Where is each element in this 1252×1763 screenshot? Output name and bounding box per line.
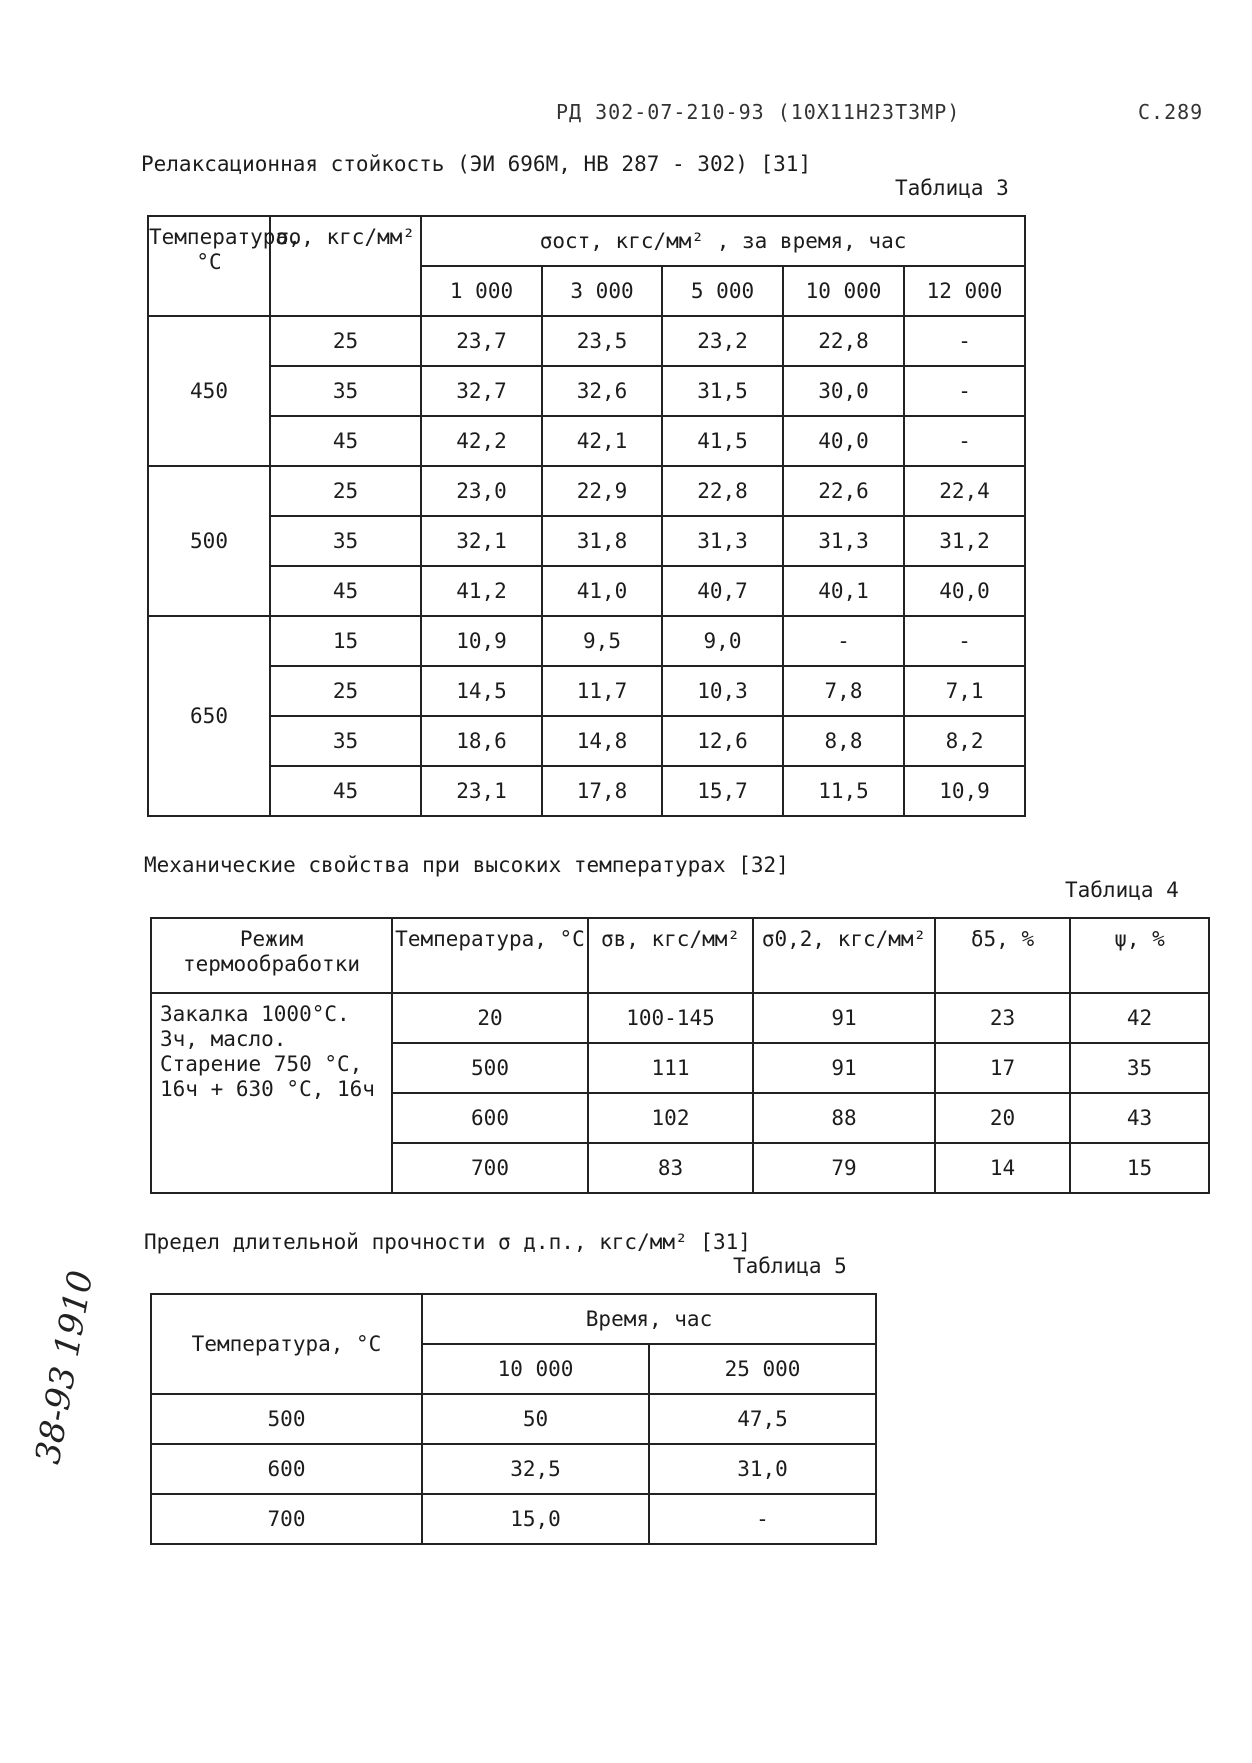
table-cell: - <box>904 366 1025 416</box>
table5-label: Таблица 5 <box>733 1254 847 1278</box>
table-row <box>148 666 1025 716</box>
table4-header-delta5: δ5, % <box>935 918 1070 993</box>
table-cell: 31,3 <box>662 516 783 566</box>
table-cell: 11,5 <box>783 766 904 816</box>
table-cell: 22,8 <box>662 466 783 516</box>
table-row <box>151 1394 876 1444</box>
table3-sigma0: 45 <box>270 416 421 466</box>
table-cell: 23,5 <box>542 316 662 366</box>
page-number: С.289 <box>1138 100 1204 124</box>
table-row <box>148 766 1025 816</box>
table-cell: 111 <box>588 1043 753 1093</box>
table-row <box>148 616 1025 666</box>
table-cell: 42,1 <box>542 416 662 466</box>
table-cell: 11,7 <box>542 666 662 716</box>
table-row <box>148 516 1025 566</box>
table-cell: 40,1 <box>783 566 904 616</box>
table-cell: 10,3 <box>662 666 783 716</box>
table5-header-time-value: 25 000 <box>649 1344 876 1394</box>
table3-sigma0: 35 <box>270 366 421 416</box>
table-cell: 88 <box>753 1093 935 1143</box>
table-cell: - <box>904 416 1025 466</box>
table3-sigma0: 25 <box>270 466 421 516</box>
table3-sigma0: 35 <box>270 516 421 566</box>
table-cell: 14 <box>935 1143 1070 1193</box>
table-cell: 18,6 <box>421 716 542 766</box>
table-cell: 41,2 <box>421 566 542 616</box>
table-cell: 15 <box>1070 1143 1209 1193</box>
table-row <box>148 566 1025 616</box>
table5-header-time-value: 10 000 <box>422 1344 649 1394</box>
table-cell: 9,0 <box>662 616 783 666</box>
table4-header-sigma-b: σв, кгс/мм² <box>588 918 753 993</box>
table-cell: - <box>904 316 1025 366</box>
table-cell: 600 <box>392 1093 588 1143</box>
table-row <box>151 1444 876 1494</box>
table3-title: Релаксационная стойкость (ЭИ 696М, НВ 287 - 302) [31] <box>141 152 812 176</box>
table-cell: 7,8 <box>783 666 904 716</box>
table4-title: Механические свойства при высоких температурах [32] <box>144 853 789 877</box>
table4-header-temperature: Температура, °С <box>392 918 588 993</box>
table3 <box>147 215 1026 817</box>
table-cell: 20 <box>935 1093 1070 1143</box>
table4-header-regime: Режим термообработки <box>151 918 392 993</box>
table-cell: 22,8 <box>783 316 904 366</box>
table-cell: 8,2 <box>904 716 1025 766</box>
table4-label: Таблица 4 <box>1065 878 1179 902</box>
table-cell: 22,4 <box>904 466 1025 516</box>
table-cell: 47,5 <box>649 1394 876 1444</box>
table-cell: 41,5 <box>662 416 783 466</box>
table-cell: 31,2 <box>904 516 1025 566</box>
table3-header-temperature: Температура, °С <box>148 216 270 316</box>
table-cell: 30,0 <box>783 366 904 416</box>
table-cell: 10,9 <box>904 766 1025 816</box>
table3-temperature: 450 <box>148 316 270 466</box>
table5-header-time: Время, час <box>422 1294 876 1344</box>
table-cell: 7,1 <box>904 666 1025 716</box>
table-cell: 32,6 <box>542 366 662 416</box>
table-cell: - <box>904 616 1025 666</box>
table-cell: 35 <box>1070 1043 1209 1093</box>
table-cell: 20 <box>392 993 588 1043</box>
table-cell: 40,0 <box>904 566 1025 616</box>
table-cell: 40,7 <box>662 566 783 616</box>
table-cell: 23,7 <box>421 316 542 366</box>
table3-sigma0: 25 <box>270 666 421 716</box>
table-cell: 15,0 <box>422 1494 649 1544</box>
table-cell: 700 <box>151 1494 422 1544</box>
table-row <box>148 416 1025 466</box>
table-cell: 91 <box>753 1043 935 1093</box>
table-cell: 102 <box>588 1093 753 1143</box>
table-cell: - <box>783 616 904 666</box>
table-cell: 9,5 <box>542 616 662 666</box>
table-cell: 32,7 <box>421 366 542 416</box>
table-cell: 23,0 <box>421 466 542 516</box>
table3-sigma0: 45 <box>270 766 421 816</box>
table-cell: 22,6 <box>783 466 904 516</box>
table-row <box>151 993 1209 1043</box>
table3-label: Таблица 3 <box>895 176 1009 200</box>
table-cell: 43 <box>1070 1093 1209 1143</box>
table-cell: 40,0 <box>783 416 904 466</box>
table-row <box>148 716 1025 766</box>
table-row <box>151 1494 876 1544</box>
table-cell: 23,1 <box>421 766 542 816</box>
table-cell: 17 <box>935 1043 1070 1093</box>
table-cell: 10,9 <box>421 616 542 666</box>
table-cell: 500 <box>392 1043 588 1093</box>
table-cell: 42 <box>1070 993 1209 1043</box>
table5-header-temperature: Температура, °С <box>151 1294 422 1394</box>
table-cell: 14,5 <box>421 666 542 716</box>
table-cell: 91 <box>753 993 935 1043</box>
table3-header-time: 3 000 <box>542 266 662 316</box>
table3-temperature: 650 <box>148 616 270 816</box>
table-cell: 32,5 <box>422 1444 649 1494</box>
table-cell: 15,7 <box>662 766 783 816</box>
table3-sigma0: 25 <box>270 316 421 366</box>
table3-header-time: 12 000 <box>904 266 1025 316</box>
table-row <box>148 366 1025 416</box>
table-cell: 100-145 <box>588 993 753 1043</box>
table3-sigma0: 45 <box>270 566 421 616</box>
table-cell: 31,8 <box>542 516 662 566</box>
table-cell: 14,8 <box>542 716 662 766</box>
table3-header-sigma0: σо, кгс/мм² <box>270 216 421 316</box>
table-cell: 50 <box>422 1394 649 1444</box>
table4 <box>150 917 1210 1194</box>
table-cell: 8,8 <box>783 716 904 766</box>
table-cell: 41,0 <box>542 566 662 616</box>
table-cell: - <box>649 1494 876 1544</box>
table-cell: 17,8 <box>542 766 662 816</box>
table5-title: Предел длительной прочности σ д.п., кгс/мм² [31] <box>144 1230 751 1254</box>
table-cell: 500 <box>151 1394 422 1444</box>
table3-header-time: 5 000 <box>662 266 783 316</box>
table3-header-time: 10 000 <box>783 266 904 316</box>
table-cell: 79 <box>753 1143 935 1193</box>
table-cell: 83 <box>588 1143 753 1193</box>
table4-header-psi: ψ, % <box>1070 918 1209 993</box>
table3-header-sigma-rest: σост, кгс/мм² , за время, час <box>421 216 1025 266</box>
table-cell: 12,6 <box>662 716 783 766</box>
handwritten-signature: 38-93 1910 <box>28 1267 102 1467</box>
table-row <box>148 316 1025 366</box>
table3-sigma0: 35 <box>270 716 421 766</box>
table-cell: 31,3 <box>783 516 904 566</box>
table-cell: 31,0 <box>649 1444 876 1494</box>
table-cell: 700 <box>392 1143 588 1193</box>
table5 <box>150 1293 877 1545</box>
table3-header-time: 1 000 <box>421 266 542 316</box>
table4-header-sigma-02: σ0,2, кгс/мм² <box>753 918 935 993</box>
table-cell: 23 <box>935 993 1070 1043</box>
table3-sigma0: 15 <box>270 616 421 666</box>
table-cell: 600 <box>151 1444 422 1494</box>
table-cell: 32,1 <box>421 516 542 566</box>
table-cell: 42,2 <box>421 416 542 466</box>
table-row <box>148 466 1025 516</box>
table-cell: 22,9 <box>542 466 662 516</box>
document-code: РД 302-07-210-93 (10Х11Н23Т3МР) <box>556 100 961 124</box>
table4-regime: Закалка 1000°С. 3ч, масло. Старение 750 °С, 16ч + 630 °С, 16ч <box>151 993 392 1193</box>
table3-temperature: 500 <box>148 466 270 616</box>
table-cell: 31,5 <box>662 366 783 416</box>
table-cell: 23,2 <box>662 316 783 366</box>
